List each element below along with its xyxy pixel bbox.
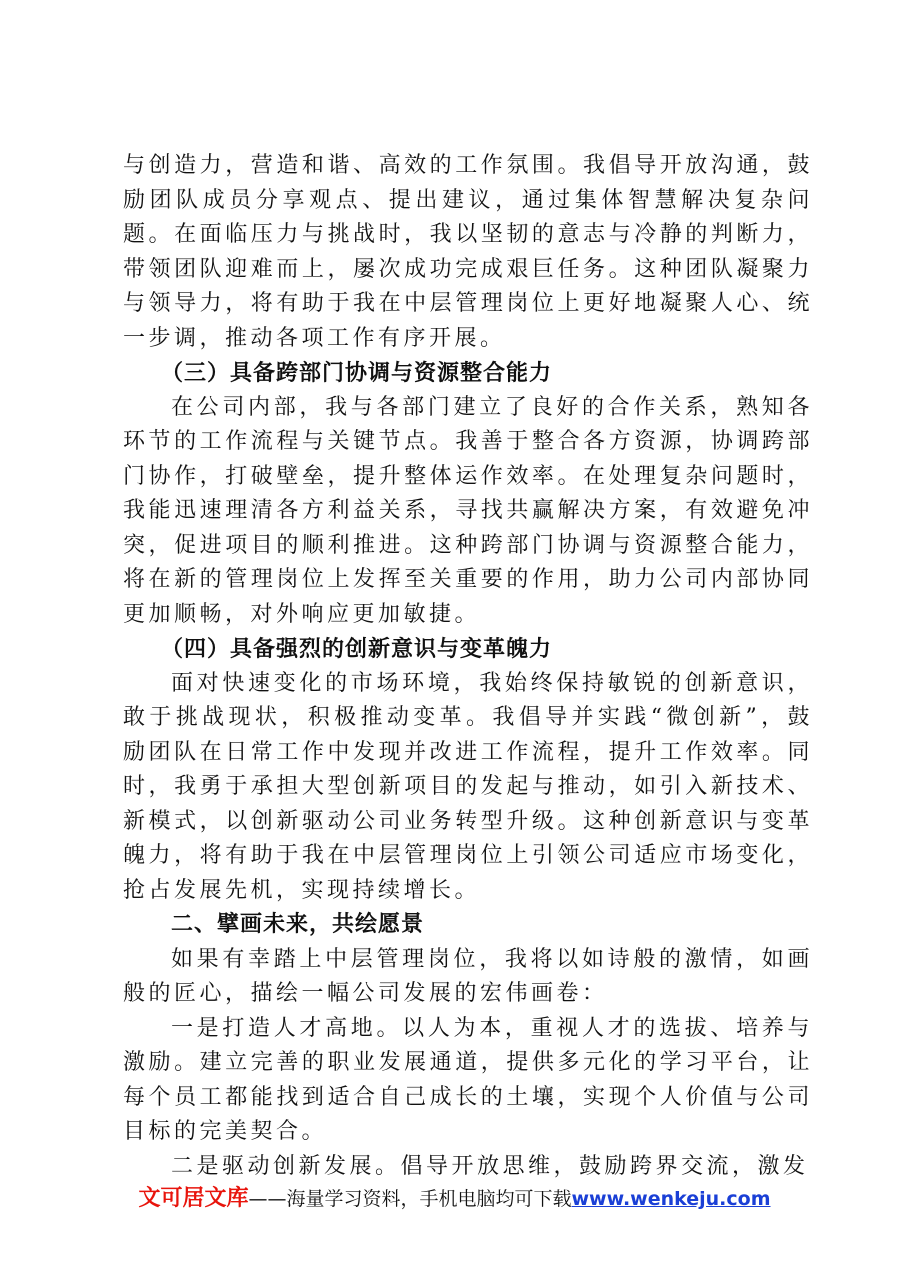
footer-website-link[interactable]: www.wenkeju.com: [571, 1188, 771, 1210]
footer-banner: [0, 1181, 909, 1212]
footer-brand: 文可居文库: [138, 1186, 249, 1211]
body-paragraph: 面对快速变化的市场环境，我始终保持敏锐的创新意识，敢于挑战现状，积极推动变革。我倡导并实践“微创新”，鼓励团队在日常工作中发现并改进工作流程，提升工作效率。同时，我勇于承担大型创新项目的发起与推动，如引入新技术、新模式，以创新驱动公司业务转型升级。这种创新意识与变革魄力，将有助于我在中层管理岗位上引领公司适应市场变化，抢占发展先机，实现持续增长。: [123, 670, 813, 903]
body-paragraph: 与创造力，营造和谐、高效的工作氛围。我倡导开放沟通，鼓励团队成员分享观点、提出建议，通过集体智慧解决复杂问题。在面临压力与挑战时，我以坚韧的意志与冷静的判断力，带领团队迎难而上，屡次成功完成艰巨任务。这种团队凝聚力与领导力，将有助于我在中层管理岗位上更好地凝聚人心、统一步调，推动各项工作有序开展。: [123, 153, 813, 351]
body-paragraph: 如果有幸踏上中层管理岗位，我将以如诗般的激情，如画般的匠心，描绘一幅公司发展的宏伟画卷：: [123, 946, 813, 1006]
section-subheading: （四）具备强烈的创新意识与变革魄力: [161, 636, 553, 662]
body-paragraph: 二是驱动创新发展。倡导开放思维，鼓励跨界交流，激发: [171, 1153, 809, 1179]
footer-tagline: ——海量学习资料，手机电脑均可下载: [248, 1188, 572, 1210]
section-subheading: （三）具备跨部门协调与资源整合能力: [161, 360, 553, 386]
section-heading: 二、擘画未来，共绘愿景: [171, 912, 425, 937]
body-paragraph: 一是打造人才高地。以人为本，重视人才的选拔、培养与激励。建立完善的职业发展通道，提供多元化的学习平台，让每个员工都能找到适合自己成长的土壤，实现个人价值与公司目标的完美契合。: [123, 1015, 813, 1144]
document-body: [123, 149, 813, 1184]
body-paragraph: 在公司内部，我与各部门建立了良好的合作关系，熟知各环节的工作流程与关键节点。我善于整合各方资源，协调跨部门协作，打破壁垒，提升整体运作效率。在处理复杂问题时，我能迅速理清各方利益关系，寻找共赢解决方案，有效避免冲突，促进项目的顺利推进。这种跨部门协调与资源整合能力，将在新的管理岗位上发挥至关重要的作用，助力公司内部协同更加顺畅，对外响应更加敏捷。: [123, 394, 813, 627]
